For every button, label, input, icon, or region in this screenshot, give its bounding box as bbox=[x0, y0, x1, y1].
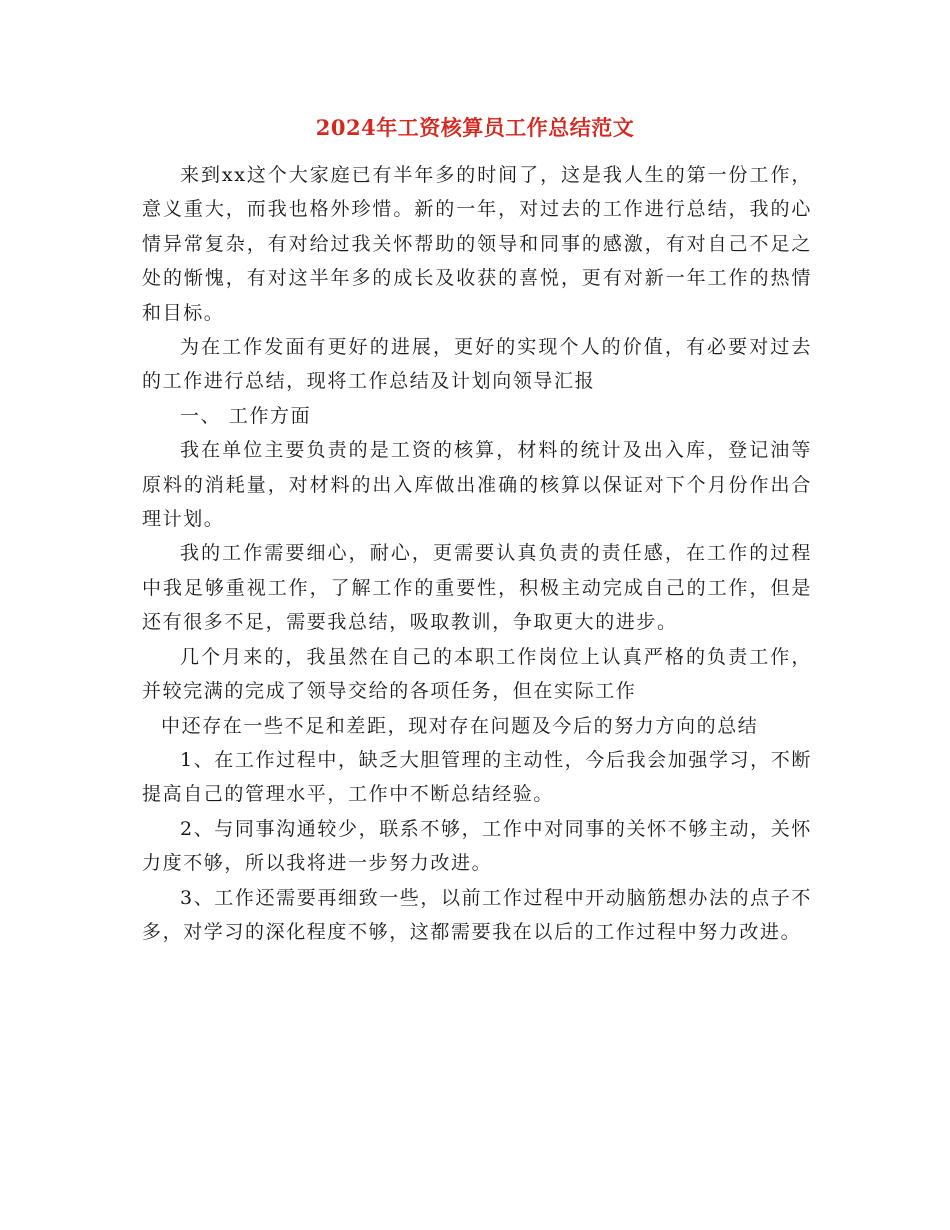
page-title: 2024年工资核算员工作总结范文 bbox=[315, 115, 635, 140]
paragraph-duties: 我在单位主要负责的是工资的核算，材料的统计及出入库，登记油等原料的消耗量，对材料的出入库做出准确的核算以保证对下个月份作出合理计划。 bbox=[142, 439, 812, 531]
paragraph-review: 几个月来的，我虽然在自己的本职工作岗位上认真严格的负责工作，并较完满的完成了领导交给的各项任务，但在实际工作 bbox=[142, 645, 812, 703]
list-item-2: 2、与同事沟通较少，联系不够，工作中对同事的关怀不够主动，关怀力度不够，所以我将进一步努力改进。 bbox=[142, 817, 812, 875]
section-heading-work: 一、 工作方面 bbox=[180, 404, 312, 427]
document-body bbox=[142, 158, 812, 949]
paragraph-attitude: 我的工作需要细心，耐心，更需要认真负责的责任感，在工作的过程中我足够重视工作，了解工作的重要性，积极主动完成自己的工作，但是还有很多不足，需要我总结，吸取教训，争取更大的进步。 bbox=[142, 542, 812, 634]
list-item-1: 1、在工作过程中，缺乏大胆管理的主动性，今后我会加强学习，不断提高自己的管理水平，工作中不断总结经验。 bbox=[142, 748, 812, 806]
paragraph-intro: 来到xx这个大家庭已有半年多的时间了，这是我人生的第一份工作，意义重大，而我也格外珍惜。新的一年，对过去的工作进行总结，我的心情异常复杂，有对给过我关怀帮助的领导和同事的感激，有对自己不足之处的惭愧，有对这半年多的成长及收获的喜悦，更有对新一年工作的热情和目标。 bbox=[142, 164, 812, 324]
paragraph-purpose: 为在工作发面有更好的进展，更好的实现个人的价值，有必要对过去的工作进行总结，现将工作总结及计划向领导汇报 bbox=[142, 336, 812, 393]
paragraph-review-continued: 中还存在一些不足和差距，现对存在问题及今后的努力方向的总结 bbox=[161, 714, 759, 737]
list-item-3: 3、工作还需要再细致一些，以前工作过程中开动脑筋想办法的点子不多，对学习的深化程度不够，这都需要我在以后的工作过程中努力改进。 bbox=[142, 886, 812, 943]
